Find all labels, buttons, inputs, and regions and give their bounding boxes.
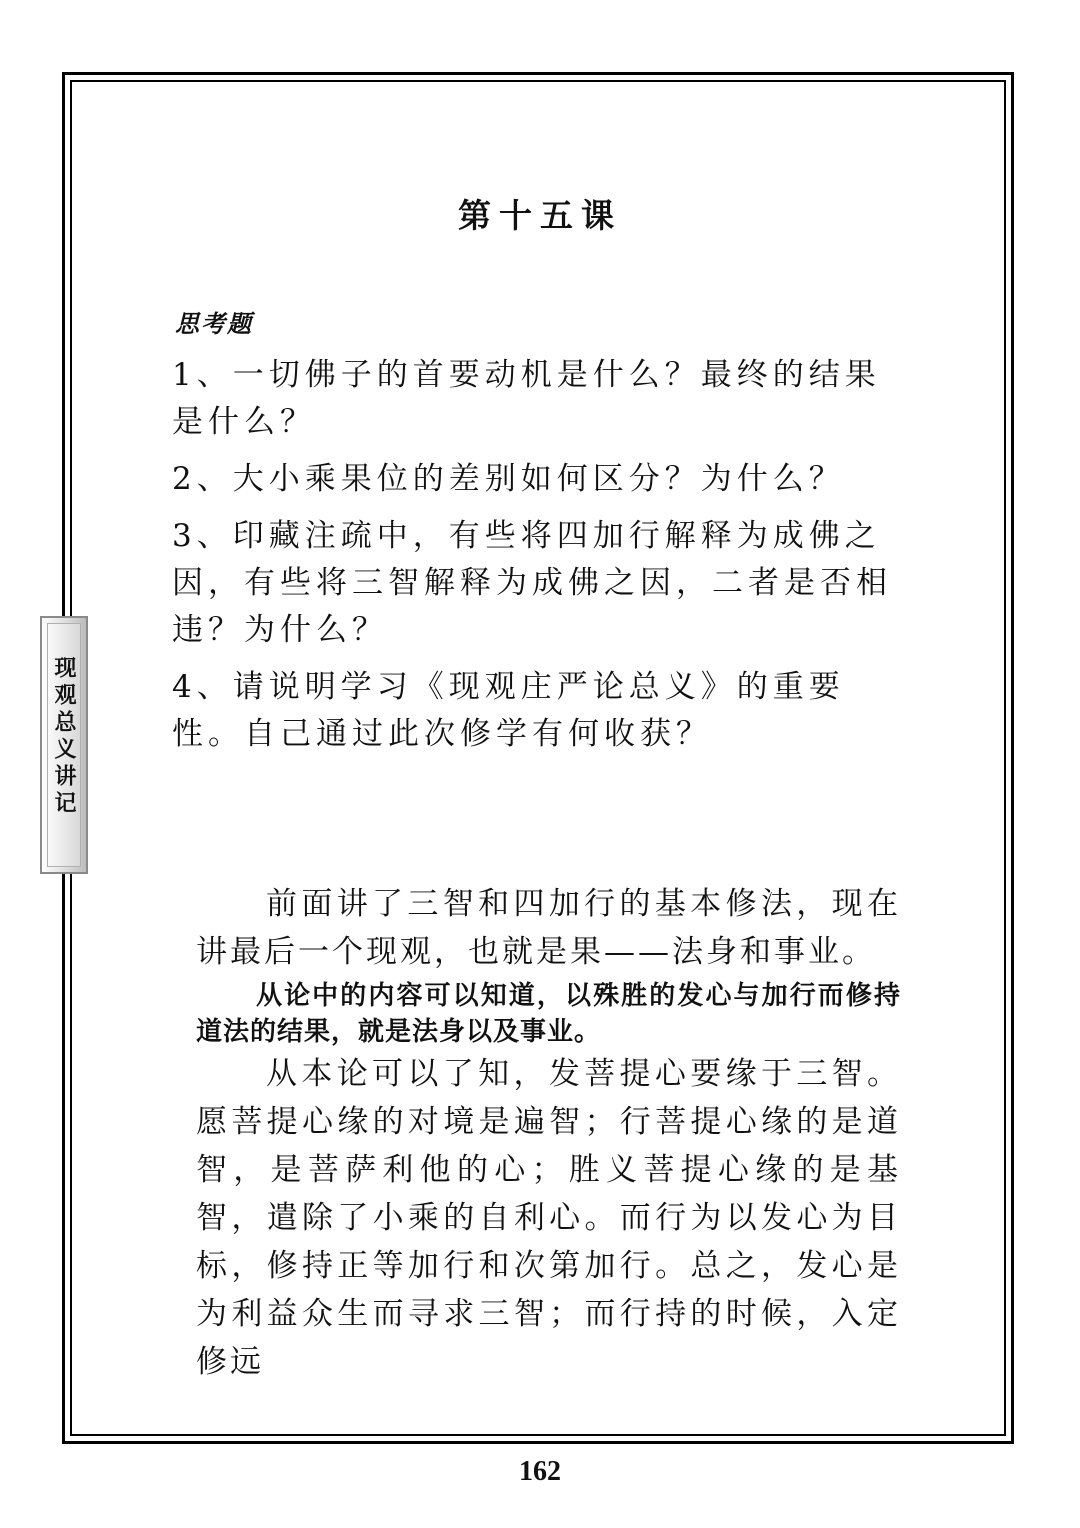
questions-heading: 思考题 bbox=[175, 309, 253, 338]
page-number: 162 bbox=[519, 1456, 561, 1487]
body-paragraph-bold: 从论中的内容可以知道，以殊胜的发心与加行而修持道法的结果，就是法身以及事业。 bbox=[196, 981, 901, 1047]
side-tab bbox=[40, 616, 88, 874]
question-item: 1、一切佛子的首要动机是什么？最终的结果是什么？ bbox=[172, 357, 881, 440]
body-text bbox=[196, 880, 901, 1386]
body-paragraph: 前面讲了三智和四加行的基本修法，现在讲最后一个现观，也就是果——法身和事业。 bbox=[196, 886, 901, 970]
side-tab-label: 现观总义讲记 bbox=[51, 656, 77, 818]
body-paragraph: 从本论可以了知，发菩提心要缘于三智。愿菩提心缘的对境是遍智；行菩提心缘的是道智，是菩萨利他的心；胜义菩提心缘的是基智，遣除了小乘的自利心。而行为以发心为目标，修持正等加行和次第加行。总之，发心是为利益众生而寻求三智；而行持的时候，入定修远 bbox=[196, 1056, 901, 1380]
lesson-title: 第十五课 bbox=[458, 196, 622, 235]
question-item: 3、印藏注疏中，有些将四加行解释为成佛之因，有些将三智解释为成佛之因，二者是否相违？为什么？ bbox=[172, 518, 892, 648]
question-item: 4、请说明学习《现观庄严论总义》的重要性。自己通过此次修学有何收获？ bbox=[172, 669, 845, 752]
question-item: 2、大小乘果位的差别如何区分？为什么？ bbox=[172, 461, 845, 497]
questions-list bbox=[172, 352, 892, 768]
side-tab-inner bbox=[47, 623, 81, 867]
